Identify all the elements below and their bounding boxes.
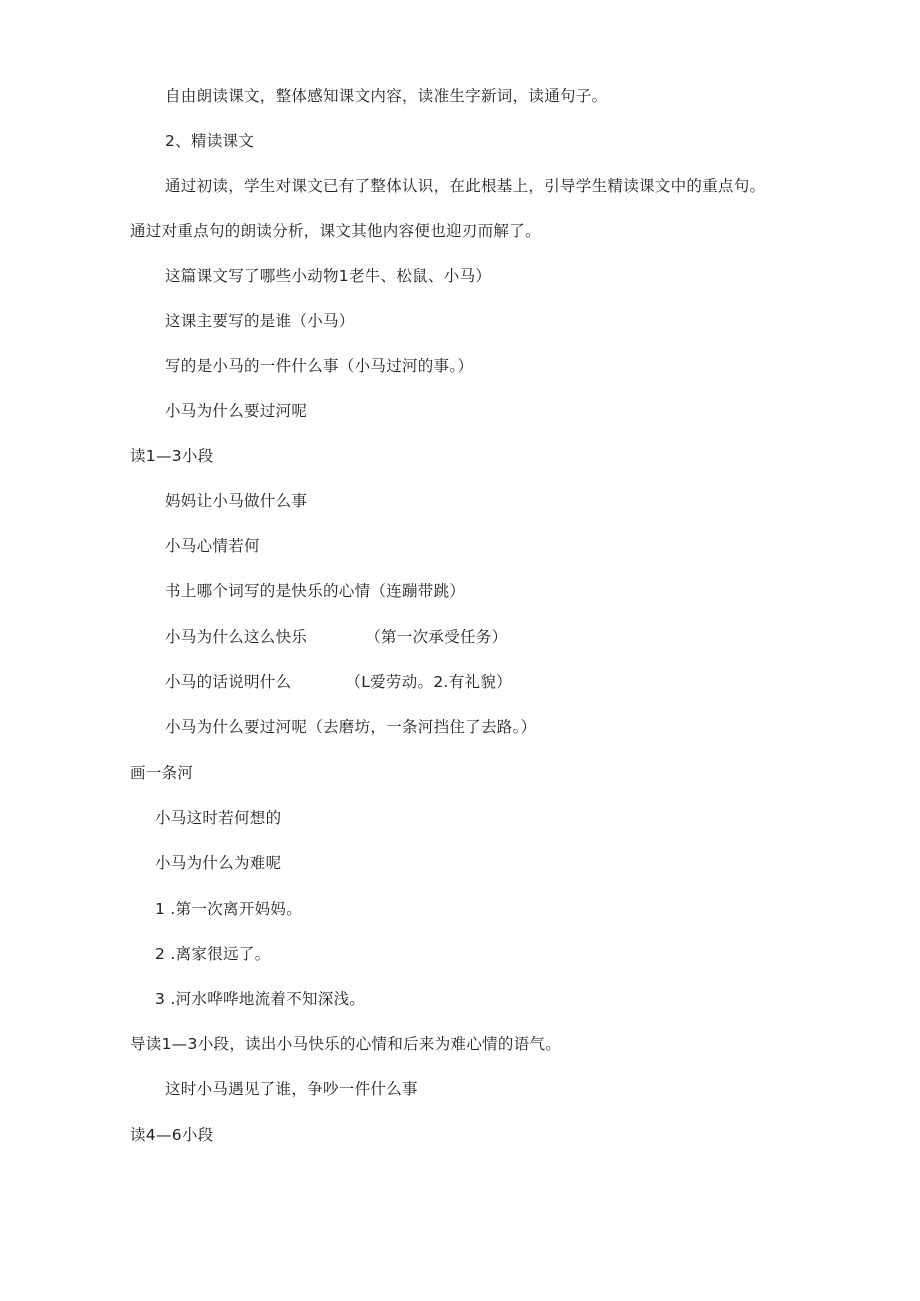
paragraph-free-reading: 自由朗读课文，整体感知课文内容，读准生字新词，读通句子。	[165, 87, 608, 105]
question-happy-word: 书上哪个词写的是快乐的心情（连蹦带跳）	[165, 582, 466, 600]
question-mood: 小马心情若何	[165, 537, 260, 555]
question-why-happy	[165, 627, 507, 647]
question-words-meaning	[165, 672, 512, 692]
reason-3: 3 .河水哗哗地流着不知深浅。	[155, 990, 366, 1008]
answer-first-task: （第一次承受任务）	[365, 628, 508, 646]
question-mom-task: 妈妈让小马做什么事	[165, 492, 308, 510]
question-main-character: 这课主要写的是谁（小马）	[165, 312, 355, 330]
question-why-happy-text: 小马为什么这么快乐	[165, 628, 308, 646]
question-who-met: 这时小马遇见了谁，争吵一件什么事	[165, 1080, 418, 1098]
reason-2: 2 .离家很远了。	[155, 945, 271, 963]
question-what-event: 写的是小马的一件什么事（小马过河的事。）	[165, 357, 474, 375]
reason-1: 1 .第一次离开妈妈。	[155, 900, 303, 918]
section-heading-intensive-reading: 2、精读课文	[165, 132, 255, 150]
paragraph-intro-line-1: 通过初读，学生对课文已有了整体认识，在此根基上，引导学生精读课文中的重点句。	[165, 177, 766, 195]
guided-reading-1-3: 导读1—3小段，读出小马快乐的心情和后来为难心情的语气。	[130, 1035, 562, 1053]
paragraph-intro-line-2: 通过对重点句的朗读分析，课文其他内容便也迎刃而解了。	[130, 222, 541, 240]
question-what-thought: 小马这时若何想的	[155, 809, 282, 827]
question-animals: 这篇课文写了哪些小动物1老牛、松鼠、小马）	[165, 267, 492, 285]
question-words-meaning-text: 小马的话说明什么	[165, 673, 292, 691]
question-why-cross-river-answer: 小马为什么要过河呢（去磨坊，一条河挡住了去路。）	[165, 718, 537, 736]
question-why-difficult: 小马为什么为难呢	[155, 854, 282, 872]
read-paragraphs-4-6: 读4—6小段	[130, 1126, 214, 1144]
draw-a-river: 画一条河	[130, 764, 194, 782]
read-paragraphs-1-3: 读1—3小段	[130, 447, 214, 465]
question-why-cross-river: 小马为什么要过河呢	[165, 402, 308, 420]
answer-labor-courtesy: （L爱劳动。2.有礼貌）	[345, 673, 512, 691]
